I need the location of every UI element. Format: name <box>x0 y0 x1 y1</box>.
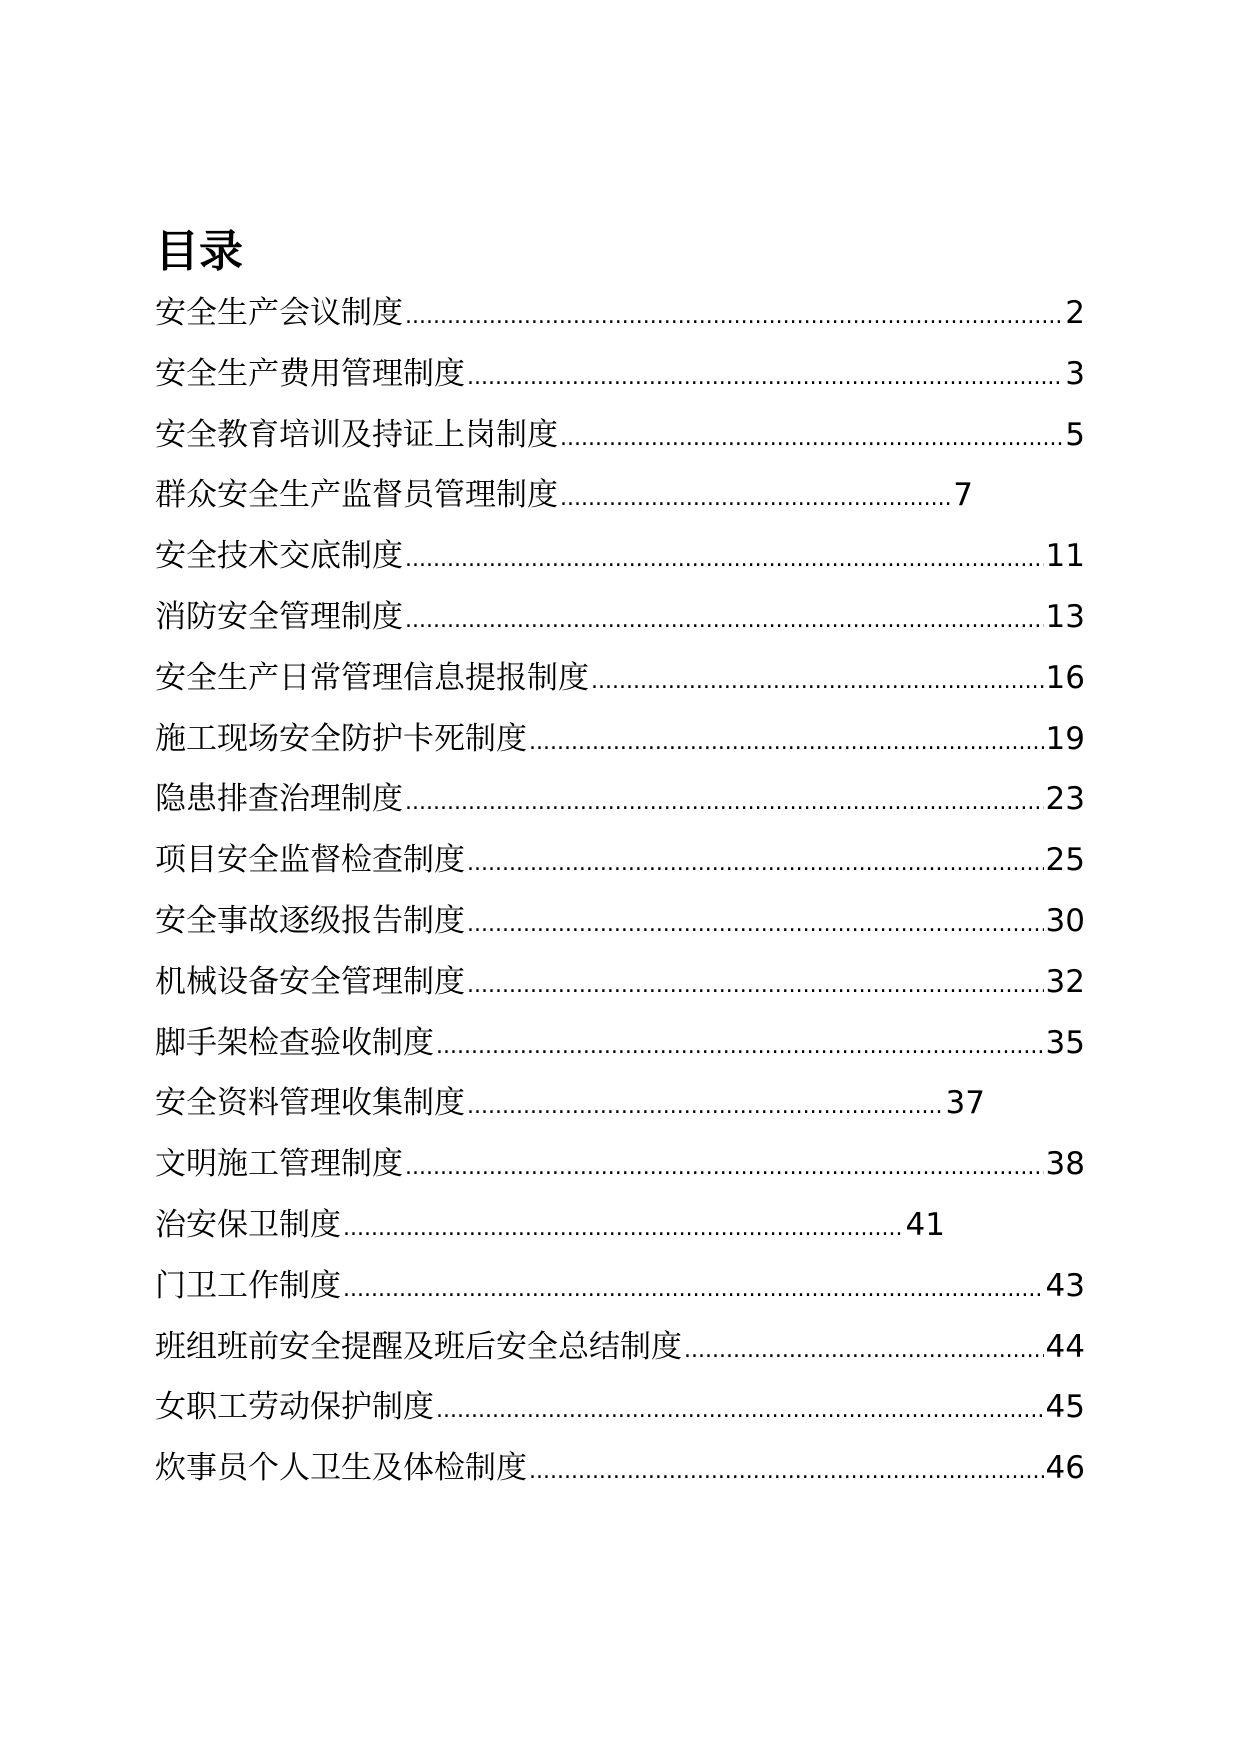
toc-entry[interactable] <box>155 344 1085 405</box>
toc-entry[interactable] <box>155 1013 1085 1074</box>
toc-entry-page-number: 43 <box>1045 1267 1085 1304</box>
toc-dot-leader <box>529 713 1044 770</box>
toc-entry-label: 施工现场安全防护卡死制度 <box>155 720 527 757</box>
toc-dot-leader <box>405 287 1063 344</box>
toc-entry-label: 安全生产日常管理信息提报制度 <box>155 659 589 696</box>
toc-entry-page-number: 46 <box>1045 1450 1085 1487</box>
toc-entry-label: 安全教育培训及持证上岗制度 <box>155 416 558 453</box>
toc-entry-page-number: 5 <box>1065 416 1085 453</box>
toc-entry-page-number: 11 <box>1045 538 1085 575</box>
toc-dot-leader <box>343 1199 904 1256</box>
toc-entry-label: 安全事故逐级报告制度 <box>155 902 465 939</box>
toc-entry-label: 安全生产会议制度 <box>155 295 403 331</box>
toc-entry[interactable] <box>155 405 1085 466</box>
toc-entry-page-number: 45 <box>1045 1389 1085 1426</box>
toc-entry[interactable] <box>155 952 1085 1013</box>
toc-entry-page-number: 35 <box>1045 1024 1085 1061</box>
toc-entry-page-number: 41 <box>905 1206 945 1243</box>
toc-entry-page-number: 16 <box>1045 659 1085 696</box>
toc-entry[interactable] <box>155 1073 985 1134</box>
toc-entry-page-number: 38 <box>1045 1146 1085 1183</box>
toc-entry-page-number: 3 <box>1065 355 1085 392</box>
toc-entry-label: 隐患排查治理制度 <box>155 781 403 818</box>
toc-entry-label: 安全生产费用管理制度 <box>155 355 465 392</box>
toc-entry-label: 门卫工作制度 <box>155 1267 341 1304</box>
toc-entry-page-number: 37 <box>945 1085 985 1122</box>
toc-dot-leader <box>405 591 1044 648</box>
toc-entry[interactable] <box>155 283 1085 344</box>
toc-dot-leader <box>436 1017 1044 1074</box>
toc-entry[interactable] <box>155 830 1085 891</box>
toc-entry-label: 消防安全管理制度 <box>155 598 403 635</box>
toc-entry-label: 安全技术交底制度 <box>155 538 403 575</box>
toc-entry[interactable] <box>155 587 1085 648</box>
toc-dot-leader <box>529 1442 1044 1499</box>
toc-title: 目录 <box>155 226 243 277</box>
toc-dot-leader <box>467 348 1063 405</box>
toc-entry-page-number: 32 <box>1045 963 1085 1000</box>
toc-entry[interactable] <box>155 1195 945 1256</box>
toc-dot-leader <box>467 956 1044 1013</box>
toc-dot-leader <box>405 773 1044 830</box>
toc-dot-leader <box>560 409 1063 466</box>
toc-entry-label: 炊事员个人卫生及体检制度 <box>155 1450 527 1487</box>
toc-entry-label: 文明施工管理制度 <box>155 1146 403 1183</box>
toc-entry[interactable] <box>155 769 1085 830</box>
toc-entry-label: 治安保卫制度 <box>155 1206 341 1243</box>
toc-entry-label: 群众安全生产监督员管理制度 <box>155 477 558 514</box>
toc-entry[interactable] <box>155 1134 1085 1195</box>
toc-dot-leader <box>467 895 1044 952</box>
toc-entry-label: 女职工劳动保护制度 <box>155 1389 434 1426</box>
toc-entry-page-number: 13 <box>1045 598 1085 635</box>
toc-entry-label: 项目安全监督检查制度 <box>155 842 465 879</box>
toc-entry[interactable] <box>155 1256 1085 1317</box>
toc-entry-page-number: 30 <box>1045 902 1085 939</box>
toc-entry-label: 安全资料管理收集制度 <box>155 1085 465 1122</box>
toc-entry[interactable] <box>155 891 1085 952</box>
toc-dot-leader <box>405 1138 1044 1195</box>
toc-entry[interactable] <box>155 648 1085 709</box>
toc-entry-page-number: 44 <box>1045 1328 1085 1365</box>
toc-entry[interactable] <box>155 465 973 526</box>
toc-dot-leader <box>467 834 1044 891</box>
toc-entry-label: 机械设备安全管理制度 <box>155 963 465 1000</box>
toc-dot-leader <box>560 469 951 526</box>
toc-dot-leader <box>405 530 1044 587</box>
toc-dot-leader <box>467 1077 944 1134</box>
toc-dot-leader <box>591 652 1044 709</box>
toc-entry-page-number: 2 <box>1065 295 1085 331</box>
toc-entry[interactable] <box>155 1438 1085 1499</box>
toc-entry[interactable] <box>155 709 1085 770</box>
toc-dot-leader <box>343 1260 1044 1317</box>
toc-entry-page-number: 19 <box>1045 720 1085 757</box>
toc-entry-page-number: 25 <box>1045 842 1085 879</box>
toc-entry-page-number: 7 <box>953 477 973 514</box>
toc-entry-label: 脚手架检查验收制度 <box>155 1024 434 1061</box>
toc-entry[interactable] <box>155 1317 1085 1378</box>
toc-entry-label: 班组班前安全提醒及班后安全总结制度 <box>155 1328 682 1365</box>
toc-dot-leader <box>436 1381 1044 1438</box>
toc-list <box>155 283 1085 1499</box>
toc-entry[interactable] <box>155 526 1085 587</box>
toc-dot-leader <box>684 1321 1044 1378</box>
toc-entry[interactable] <box>155 1377 1085 1438</box>
toc-entry-page-number: 23 <box>1045 781 1085 818</box>
